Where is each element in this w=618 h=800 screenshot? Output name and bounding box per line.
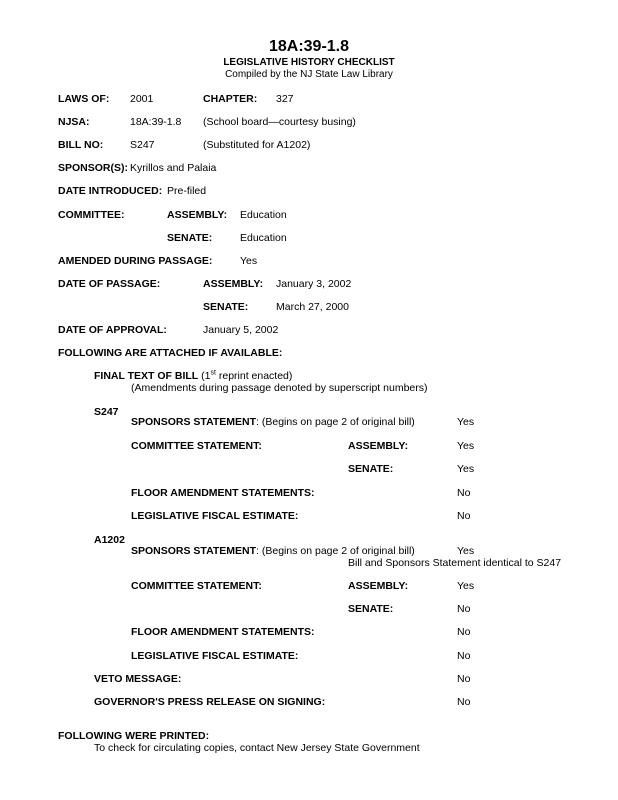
a1202-assembly-label: ASSEMBLY:	[348, 580, 409, 592]
amended-label: AMENDED DURING PASSAGE:	[58, 255, 213, 267]
laws-of-value: 2001	[130, 93, 154, 105]
a1202-assembly-value: Yes	[457, 580, 475, 592]
chapter-value: 327	[276, 93, 294, 105]
passage-assembly-label: ASSEMBLY:	[203, 278, 264, 290]
njsa-note: (School board—courtesy busing)	[203, 116, 356, 128]
a1202-senate-label: SENATE:	[348, 603, 394, 615]
s247-sponsors-statement-note: : (Begins on page 2 of original bill)	[256, 416, 415, 428]
printed-heading: FOLLOWING WERE PRINTED:	[58, 730, 210, 742]
a1202-floor-amend-label: FLOOR AMENDMENT STATEMENTS:	[131, 626, 315, 638]
laws-of-label: LAWS OF:	[58, 93, 110, 105]
passage-assembly-value: January 3, 2002	[276, 278, 352, 290]
approval-value: January 5, 2002	[203, 324, 279, 336]
press-release-value: No	[457, 696, 471, 708]
passage-senate-label: SENATE:	[203, 301, 249, 313]
committee-senate-label: SENATE:	[167, 232, 213, 244]
passage-label: DATE OF PASSAGE:	[58, 278, 161, 290]
s247-label: S247	[94, 406, 119, 418]
sponsors-value: Kyrillos and Palaia	[130, 162, 217, 174]
veto-value: No	[457, 673, 471, 685]
committee-assembly-label: ASSEMBLY:	[167, 209, 228, 221]
s247-sponsors-statement-label: SPONSORS STATEMENT	[131, 416, 257, 428]
press-release-label: GOVERNOR'S PRESS RELEASE ON SIGNING:	[94, 696, 326, 708]
final-text-label: FINAL TEXT OF BILL	[94, 370, 199, 382]
s247-floor-amend-label: FLOOR AMENDMENT STATEMENTS:	[131, 487, 315, 499]
s247-sponsors-statement	[131, 416, 415, 429]
veto-label: VETO MESSAGE:	[94, 673, 182, 685]
a1202-senate-value: No	[457, 603, 471, 615]
attached-heading: FOLLOWING ARE ATTACHED IF AVAILABLE:	[58, 347, 283, 359]
document-subtitle: LEGISLATIVE HISTORY CHECKLIST	[223, 57, 395, 68]
njsa-value: 18A:39-1.8	[130, 116, 182, 128]
s247-fiscal-value: No	[457, 510, 471, 522]
a1202-sponsors-statement-extra: Bill and Sponsors Statement identical to S247	[348, 557, 562, 569]
s247-fiscal-label: LEGISLATIVE FISCAL ESTIMATE:	[131, 510, 299, 522]
a1202-fiscal-value: No	[457, 650, 471, 662]
s247-floor-amend-value: No	[457, 487, 471, 499]
approval-label: DATE OF APPROVAL:	[58, 324, 167, 336]
sponsors-label: SPONSOR(S):	[58, 162, 129, 174]
passage-senate-value: March 27, 2000	[276, 301, 349, 313]
a1202-label: A1202	[94, 534, 125, 546]
document-title: 18A:39-1.8	[268, 38, 350, 55]
a1202-fiscal-label: LEGISLATIVE FISCAL ESTIMATE:	[131, 650, 299, 662]
a1202-sponsors-statement-note: : (Begins on page 2 of original bill)	[256, 545, 415, 557]
committee-assembly-value: Education	[240, 209, 287, 221]
compiled-by: Compiled by the NJ State Law Library	[225, 69, 393, 80]
date-introduced-label: DATE INTRODUCED:	[58, 185, 163, 197]
a1202-sponsors-statement-value: Yes	[457, 545, 475, 557]
s247-assembly-label: ASSEMBLY:	[348, 440, 409, 452]
bill-no-value: S247	[130, 139, 155, 151]
printed-note: To check for circulating copies, contact New Jersey State Government	[94, 742, 420, 754]
final-text-open: (1	[198, 370, 211, 382]
a1202-committee-statement-label: COMMITTEE STATEMENT:	[131, 580, 262, 592]
bill-no-label: BILL NO:	[58, 139, 104, 151]
final-text-close: reprint enacted)	[215, 370, 293, 382]
njsa-label: NJSA:	[58, 116, 90, 128]
committee-label: COMMITTEE:	[58, 209, 125, 221]
final-text-note: (Amendments during passage denoted by superscript numbers)	[131, 382, 428, 394]
amended-value: Yes	[240, 255, 258, 267]
s247-sponsors-statement-value: Yes	[457, 416, 475, 428]
s247-assembly-value: Yes	[457, 440, 475, 452]
s247-senate-value: Yes	[457, 463, 475, 475]
bill-no-note: (Substituted for A1202)	[203, 139, 311, 151]
a1202-sponsors-statement-label: SPONSORS STATEMENT	[131, 545, 257, 557]
s247-senate-label: SENATE:	[348, 463, 394, 475]
date-introduced-value: Pre-filed	[167, 185, 207, 197]
chapter-label: CHAPTER:	[203, 93, 258, 105]
s247-committee-statement-label: COMMITTEE STATEMENT:	[131, 440, 262, 452]
final-text-sup: st	[210, 369, 216, 377]
a1202-floor-amend-value: No	[457, 626, 471, 638]
committee-senate-value: Education	[240, 232, 287, 244]
